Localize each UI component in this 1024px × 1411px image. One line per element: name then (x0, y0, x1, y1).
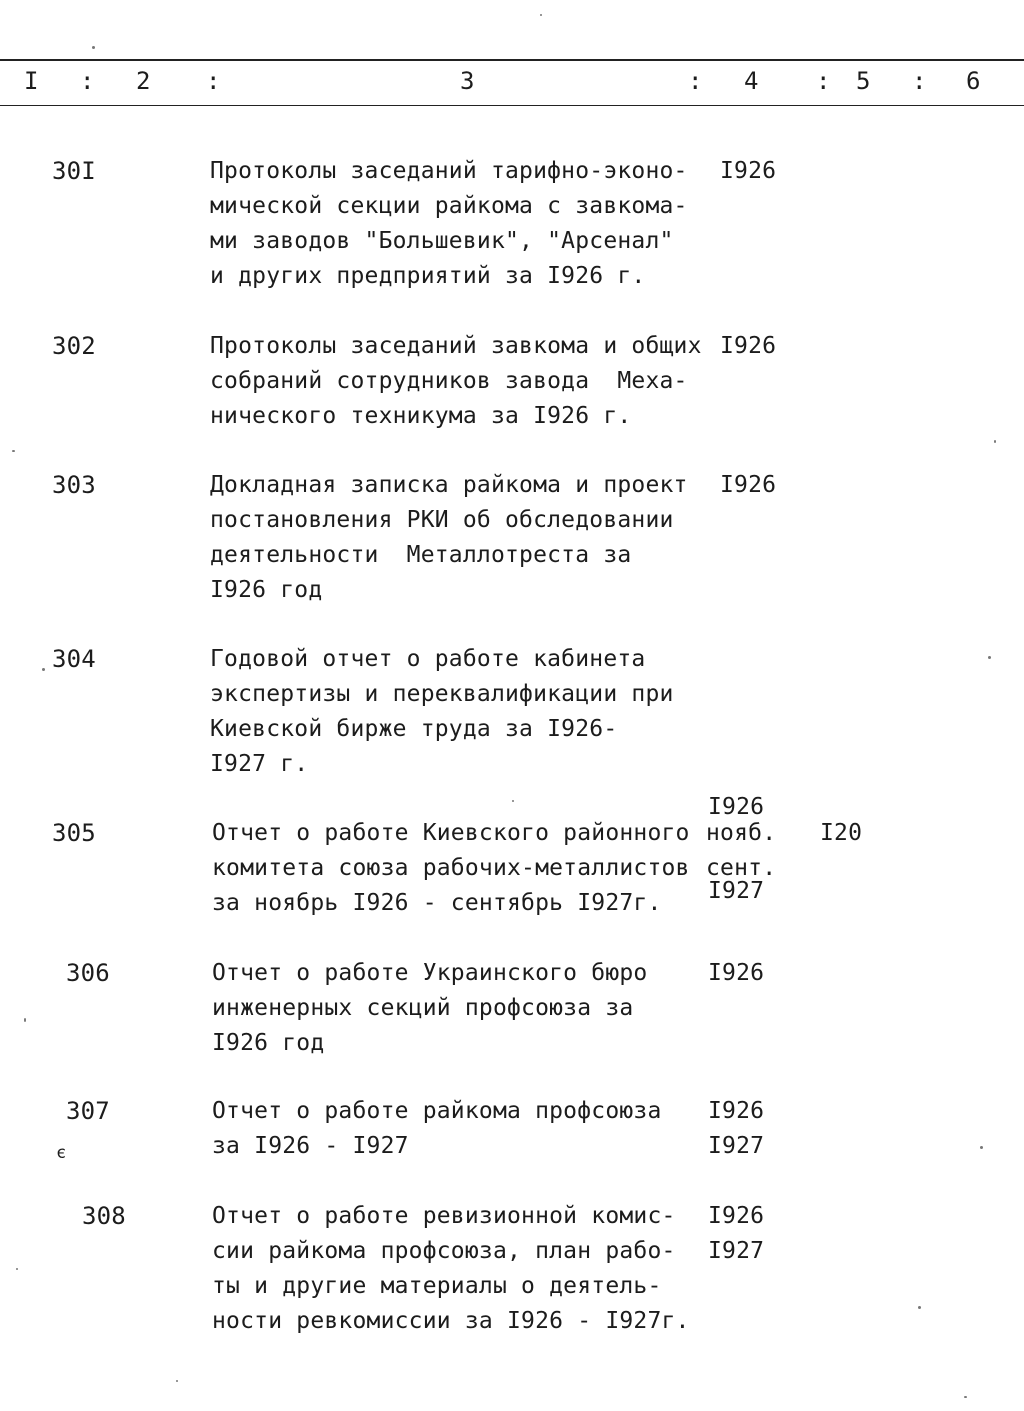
scan-speck (918, 1306, 921, 1309)
entry-title-line: I926 год (212, 1030, 325, 1056)
scan-speck (24, 1018, 26, 1022)
entry-number: 305 (52, 819, 96, 847)
entry-title-line: Докладная записка райкома и проект (210, 472, 688, 498)
entry-date: I926 (708, 1098, 765, 1124)
entry-date: I926 (720, 472, 777, 498)
scan-speck (16, 1268, 18, 1270)
entry-title-line: I926 год (210, 577, 323, 603)
entry-number: 303 (52, 471, 96, 499)
entry-number: 304 (52, 645, 96, 673)
header-col-1: I (24, 67, 39, 95)
entry-title-line: Киевской бирже труда за I926- (210, 716, 618, 742)
entry-sheet-count: I20 (820, 820, 863, 846)
entry-date: I926 (720, 158, 777, 184)
entry-date: I926 (708, 794, 765, 820)
scan-speck (988, 656, 991, 659)
entry-title-line: Отчет о работе райкома профсоюза (212, 1098, 662, 1124)
entry-title-line: сии райкома профсоюза, план рабо- (212, 1238, 676, 1264)
entry-title-line: и других предприятий за I926 г. (210, 263, 646, 289)
entry-title-line: Протоколы заседаний тарифно-эконо- (210, 158, 688, 184)
entry-number: 306 (66, 959, 110, 987)
entry-title-line: Протоколы заседаний завкома и общих (210, 333, 702, 359)
entry-title-line: Отчет о работе Киевского районного (212, 820, 690, 846)
entry-date: I927 (708, 1238, 765, 1264)
entry-title-line: нического техникума за I926 г. (210, 403, 632, 429)
header-separator: : (816, 67, 831, 95)
entry-title-line: комитета союза рабочих-металлистов (212, 855, 690, 881)
entry-date: I926 (708, 960, 765, 986)
entry-title-line: деятельности Металлотреста за (210, 542, 632, 568)
header-top-rule (0, 59, 1024, 61)
entry-title-line: ты и другие материалы о деятель- (212, 1273, 662, 1299)
entry-date: I926 (720, 333, 777, 359)
entry-title-line: мической секции райкома с завкома- (210, 193, 688, 219)
entry-date: I927 (708, 1133, 765, 1159)
entry-number: 302 (52, 332, 96, 360)
scan-speck (964, 1396, 967, 1398)
entry-title-line: собраний сотрудников завода Меха- (210, 368, 688, 394)
header-separator: : (912, 67, 927, 95)
entry-date: сент. (706, 855, 777, 881)
header-separator: : (688, 67, 703, 95)
scan-speck (540, 14, 542, 16)
header-col-5: 5 (856, 67, 871, 95)
header-col-6: 6 (966, 67, 981, 95)
entry-date: нояб. (706, 820, 777, 846)
entry-title-line: Годовой отчет о работе кабинета (210, 646, 646, 672)
entry-date: I926 (708, 1203, 765, 1229)
header-col-2: 2 (136, 67, 151, 95)
header-bottom-rule (0, 105, 1024, 106)
scan-speck (92, 46, 95, 49)
entry-date: I927 (708, 878, 765, 904)
scan-speck (980, 1146, 983, 1149)
entry-title-line: экспертизы и переквалификации при (210, 681, 674, 707)
entry-title-line: Отчет о работе ревизионной комис- (212, 1203, 676, 1229)
header-separator: : (206, 67, 221, 95)
scan-speck (42, 668, 45, 671)
entry-title-line: инженерных секций профсоюза за (212, 995, 634, 1021)
scan-speck (994, 440, 996, 443)
entry-title-line: за ноябрь I926 - сентябрь I927г. (212, 890, 662, 916)
entry-title-line: Отчет о работе Украинского бюро (212, 960, 648, 986)
header-separator: : (80, 67, 95, 95)
entry-title-line: за I926 - I927 (212, 1133, 409, 1159)
scan-speck (176, 1380, 178, 1382)
entry-title-line: I927 г. (210, 751, 309, 777)
header-col-4: 4 (744, 67, 759, 95)
scan-speck (512, 800, 514, 802)
margin-mark: є (56, 1143, 67, 1163)
entry-title-line: ности ревкомиссии за I926 - I927г. (212, 1308, 690, 1334)
entry-number: 30I (52, 157, 96, 185)
scan-speck (12, 450, 15, 452)
entry-title-line: ми заводов "Большевик", "Арсенал" (210, 228, 674, 254)
entry-number: 307 (66, 1097, 110, 1125)
header-col-3: 3 (460, 67, 475, 95)
entry-number: 308 (82, 1202, 126, 1230)
entry-title-line: постановления РКИ об обследовании (210, 507, 674, 533)
